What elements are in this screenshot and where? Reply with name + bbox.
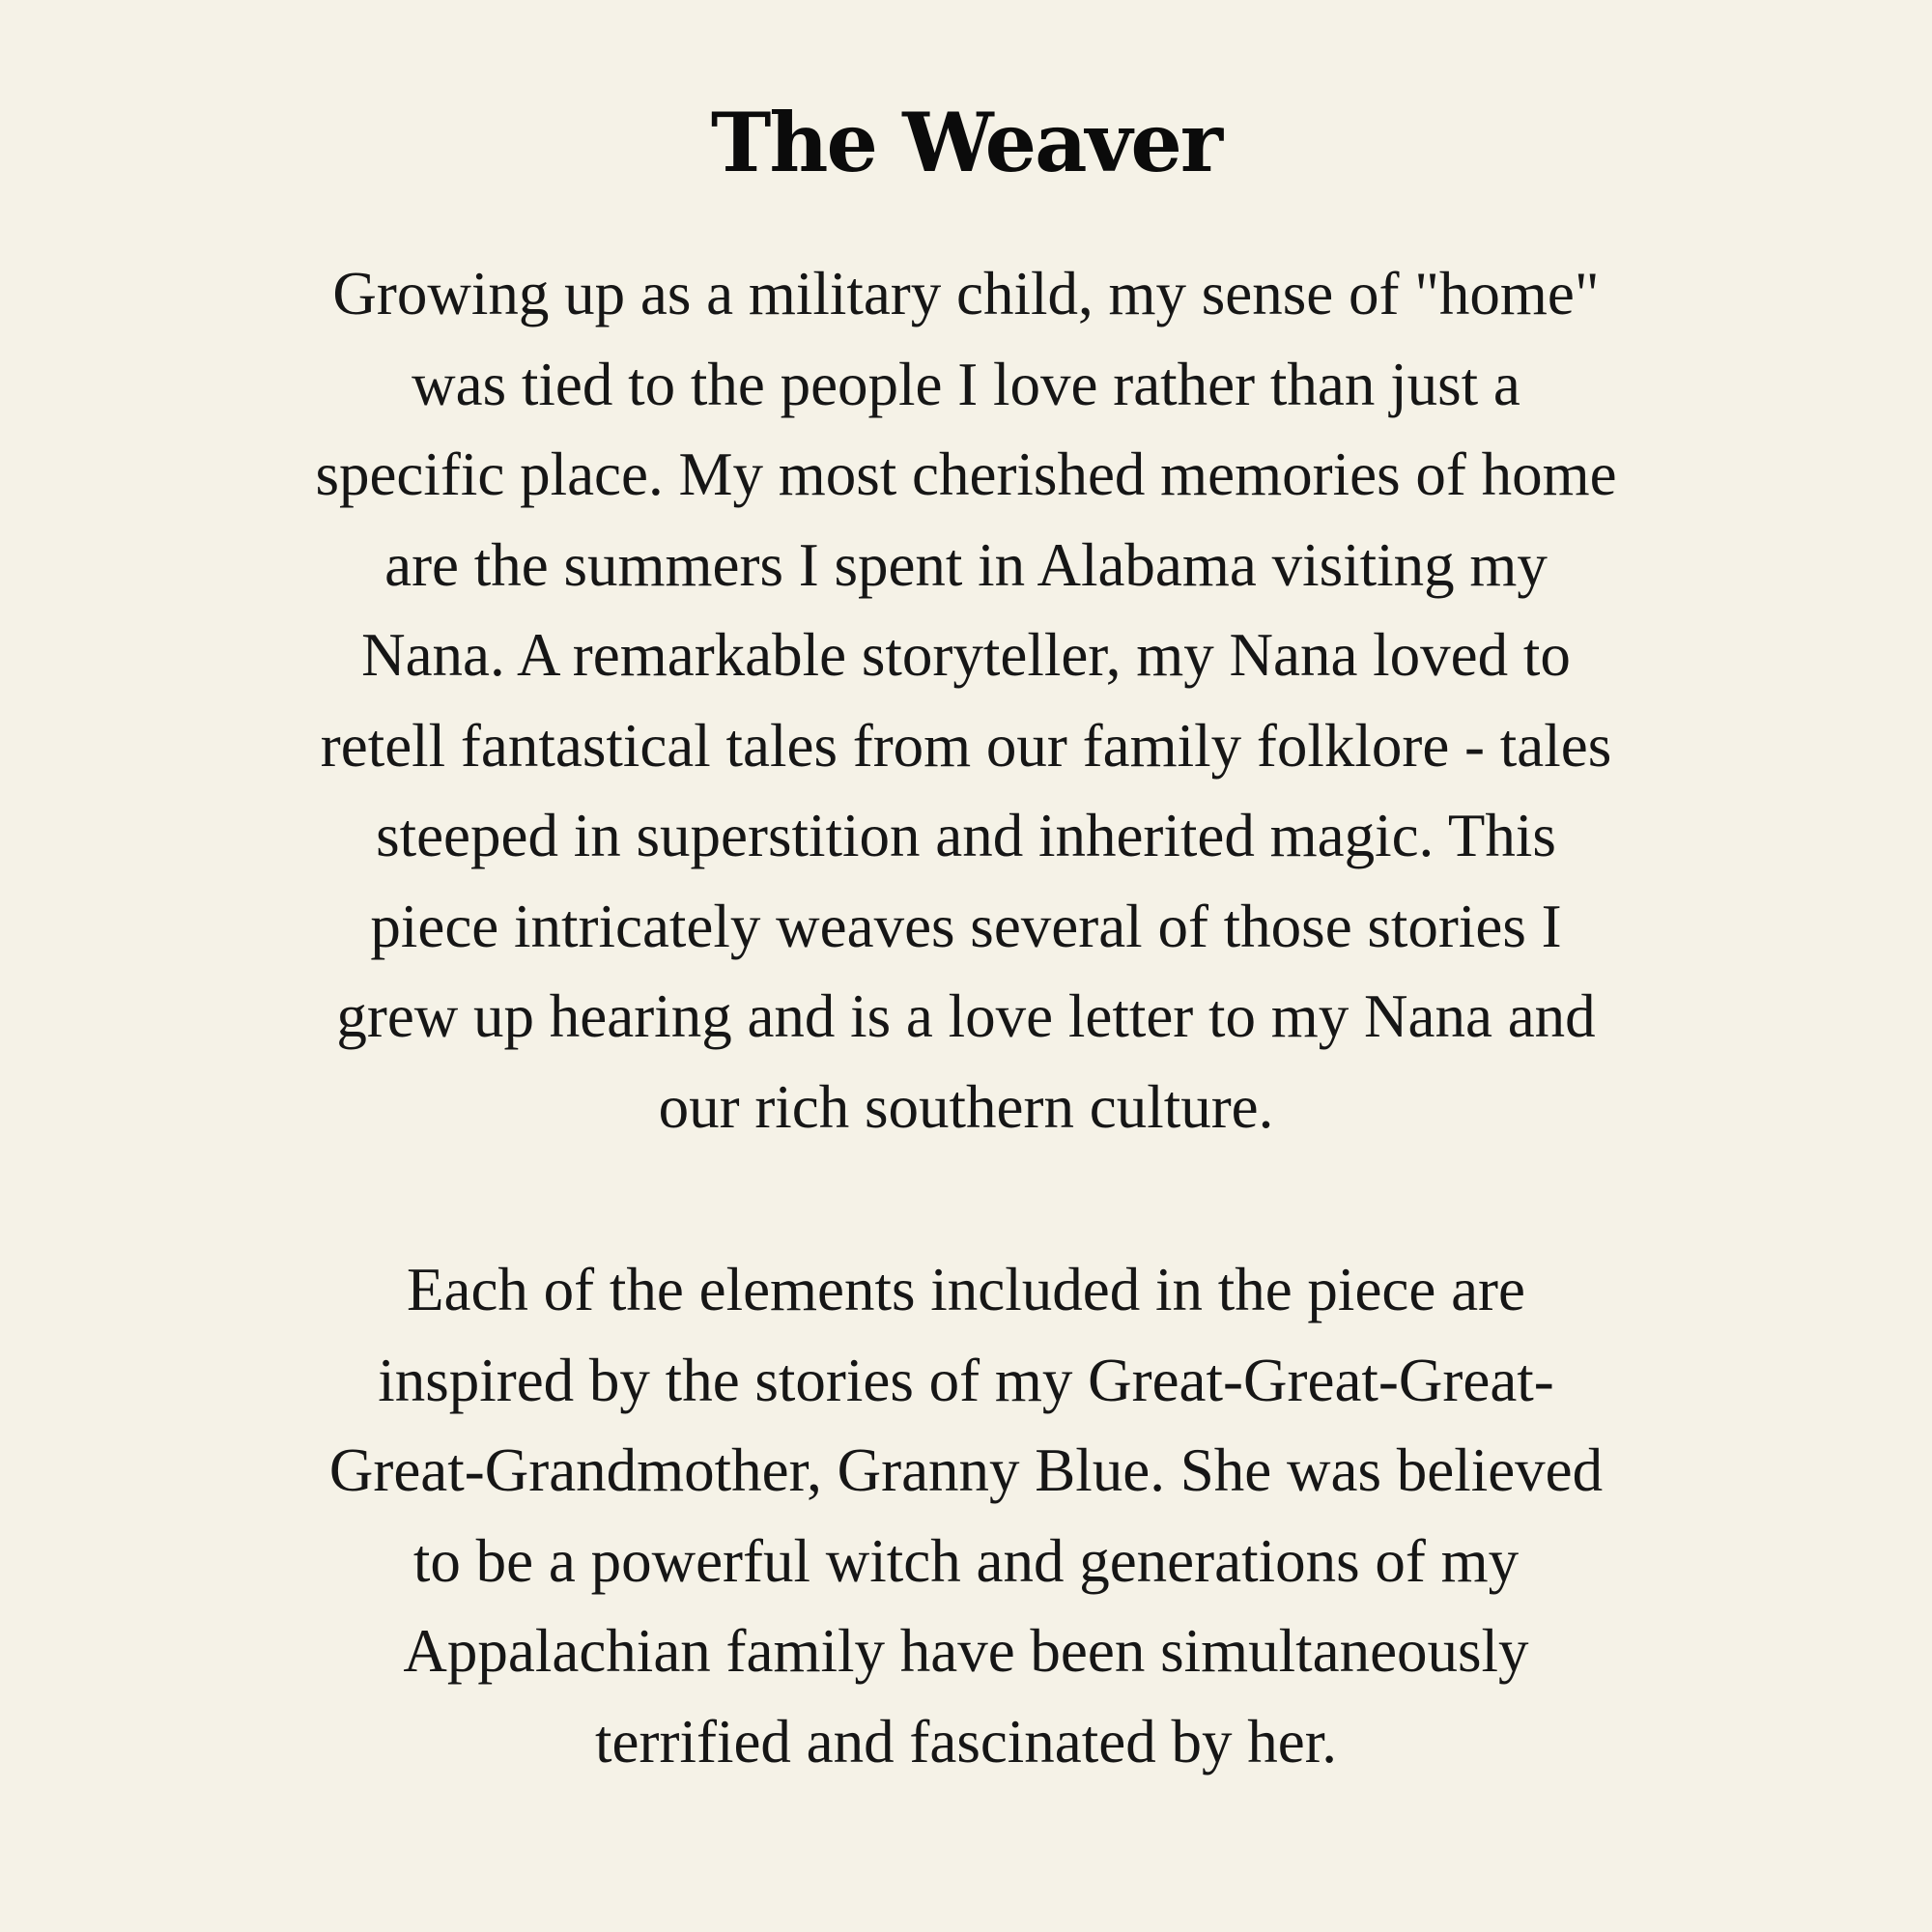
- paragraph-line: to be a powerful witch and generations of my: [412, 1526, 1520, 1595]
- paragraph-line: specific place. My most cherished memories of home: [315, 440, 1617, 508]
- paragraph-2: [193, 1245, 1739, 1787]
- paragraph-line: steeped in superstition and inherited magic. This: [376, 802, 1556, 869]
- paragraph-line: Great-Grandmother, Granny Blue. She was believed: [328, 1436, 1604, 1504]
- paragraph-1: [193, 249, 1739, 1152]
- paragraph-line: Appalachian family have been simultaneously: [403, 1617, 1529, 1685]
- paragraph-line: Nana. A remarkable storyteller, my Nana loved to: [361, 621, 1571, 689]
- paragraph-line: Growing up as a military child, my sense of "home": [332, 260, 1600, 327]
- paragraph-line: inspired by the stories of my Great-Great-Great-: [378, 1346, 1554, 1414]
- paragraph-line: was tied to the people I love rather than just a: [412, 350, 1520, 418]
- paragraph-line: piece intricately weaves several of those stories I: [370, 892, 1562, 960]
- paragraph-line: are the summers I spent in Alabama visiting my: [384, 530, 1548, 599]
- paragraph-line: Each of the elements included in the piece are: [407, 1256, 1525, 1323]
- page-title: The Weaver: [710, 95, 1222, 190]
- paragraph-line: our rich southern culture.: [658, 1072, 1274, 1141]
- paragraph-line: retell fantastical tales from our family folklore - tales: [320, 711, 1612, 780]
- paragraph-line: grew up hearing and is a love letter to my Nana and: [336, 982, 1596, 1050]
- paragraph-line: terrified and fascinated by her.: [595, 1707, 1337, 1776]
